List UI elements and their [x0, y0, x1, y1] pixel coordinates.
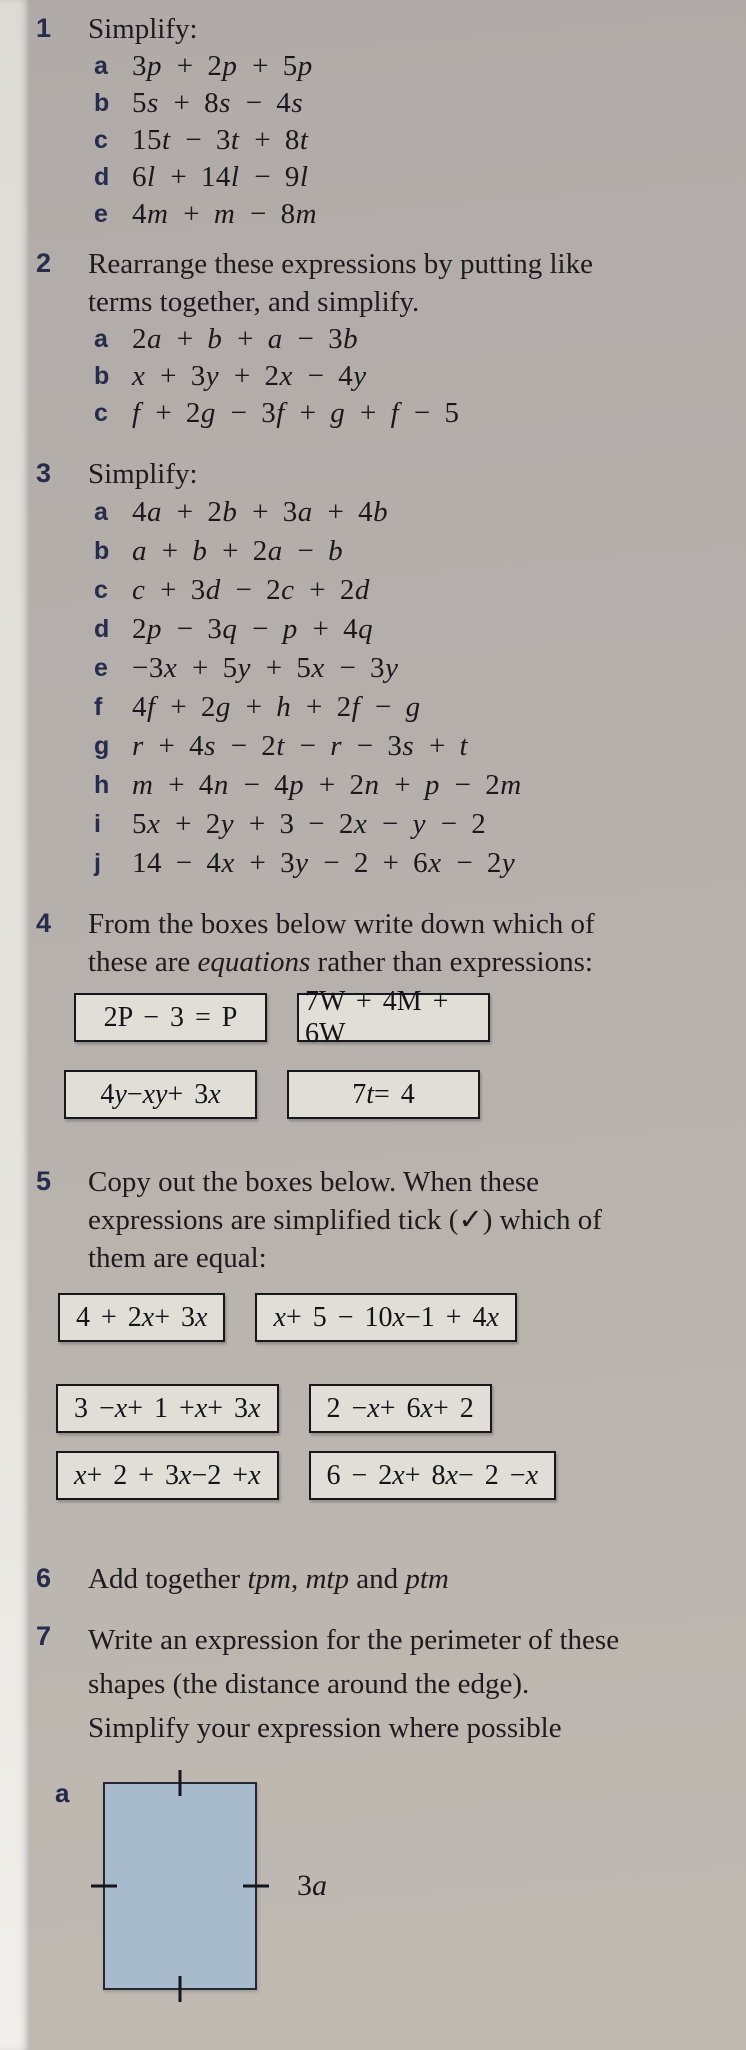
exercise-item-1a: [88, 48, 738, 85]
question-prompt-line: [88, 1662, 738, 1706]
item-expression: 4m + m − 8m: [132, 198, 318, 230]
exercise-item-3f: [88, 688, 738, 727]
question-prompt-line: [88, 1201, 738, 1239]
question-number: 4: [36, 908, 52, 938]
item-letter: e: [94, 200, 108, 228]
question-prompt-line: [88, 1706, 738, 1750]
item-expression: 2p − 3q − p + 4q: [132, 613, 374, 645]
prompt-segment: From the boxes below write down which of: [88, 908, 595, 940]
question-prompt-line: [88, 1560, 738, 1598]
square-shape: [103, 1782, 327, 1990]
question-prompt-line: [88, 455, 738, 493]
expression-box: 6 − 2 x + 8 x − 2 − x: [309, 1451, 557, 1500]
item-expression: x + 3y + 2x − 4y: [132, 360, 367, 392]
item-letter: h: [94, 771, 110, 799]
prompt-segment: these are: [88, 946, 198, 978]
box-row: [74, 985, 738, 1049]
item-letter: g: [94, 732, 110, 760]
item-letter: i: [94, 810, 101, 838]
exercise-item-1c: [88, 122, 738, 159]
prompt-segment: Add together: [88, 1563, 248, 1595]
exercise-item-3b: [88, 532, 738, 571]
item-expression: 5x + 2y + 3 − 2x − y − 2: [132, 808, 487, 840]
exercise-item-3a: [88, 493, 738, 532]
question-prompt-line: [88, 245, 738, 283]
question-prompt-line: [88, 905, 738, 943]
item-expression: 4a + 2b + 3a + 4b: [132, 496, 389, 528]
item-expression: a + b + 2a − b: [132, 535, 344, 567]
item-letter: b: [94, 89, 110, 117]
prompt-segment: ,: [290, 1563, 306, 1595]
exercise-item-2a: [88, 321, 738, 358]
expression-box: 7W + 4M + 6W: [297, 993, 490, 1042]
exercise-item-1b: [88, 85, 738, 122]
item-letter: c: [94, 126, 108, 154]
question-prompt-line: [88, 1618, 738, 1662]
prompt-segment: rather than expressions:: [310, 946, 593, 978]
item-letter: c: [94, 576, 108, 604]
item-letter: a: [94, 498, 108, 526]
top-tick-mark: [179, 1770, 182, 1796]
prompt-segment: expressions are simplified tick (✓) which of: [88, 1204, 602, 1236]
item-expression: 2a + b + a − 3b: [132, 323, 359, 355]
question-6: [36, 1560, 738, 1598]
prompt-segment: mtp: [305, 1563, 349, 1595]
item-expression: 3p + 2p + 5p: [132, 50, 313, 82]
exercise-item-3c: [88, 571, 738, 610]
exercise-item-2b: [88, 358, 738, 395]
expression-box: 7 t = 4: [287, 1070, 480, 1119]
item-expression: 5s + 8s − 4s: [132, 87, 304, 119]
item-letter: b: [94, 537, 110, 565]
question-prompt-line: [88, 943, 738, 981]
prompt-segment: Rearrange these expressions by putting like: [88, 248, 593, 280]
shape-item-label: a: [55, 1778, 70, 1808]
item-letter: d: [94, 615, 110, 643]
question-number: 5: [36, 1166, 52, 1196]
box-row: [58, 1293, 738, 1342]
question-1: [36, 10, 738, 233]
prompt-segment: Copy out the boxes below. When these: [88, 1166, 540, 1198]
question-3: [36, 455, 738, 883]
item-expression: 6l + 14l − 9l: [132, 161, 309, 193]
bottom-tick-mark: [179, 1976, 182, 2002]
question-number: 3: [36, 458, 52, 488]
question-number: 7: [36, 1621, 52, 1651]
box-row: [64, 1070, 738, 1119]
shape-figure-a: [55, 1776, 738, 1990]
expression-box: 4 y − xy + 3 x: [64, 1070, 257, 1119]
question-prompt-line: [88, 283, 738, 321]
item-expression: m + 4n − 4p + 2n + p − 2m: [132, 769, 522, 801]
left-tick-mark: [91, 1885, 117, 1888]
prompt-segment: and: [348, 1563, 406, 1595]
question-number: 6: [36, 1563, 52, 1593]
prompt-segment: them are equal:: [88, 1242, 267, 1274]
question-prompt-line: [88, 1239, 738, 1277]
question-2: [36, 245, 738, 432]
question-5: [36, 1163, 738, 1500]
box-row: [56, 1451, 738, 1500]
exercise-item-3g: [88, 727, 738, 766]
item-letter: a: [94, 52, 108, 80]
item-expression: 14 − 4x + 3y − 2 + 6x − 2y: [132, 847, 516, 879]
item-letter: j: [94, 849, 101, 877]
side-length-label: 3a: [297, 1869, 327, 1902]
item-letter: f: [94, 693, 103, 721]
item-expression: −3x + 5y + 5x − 3y: [132, 652, 399, 684]
prompt-segment: shapes (the distance around the edge).: [88, 1668, 530, 1700]
exercise-item-2c: [88, 395, 738, 432]
expression-box: 4 + 2 x + 3 x: [58, 1293, 225, 1342]
exercise-item-3h: [88, 766, 738, 805]
exercise-item-3d: [88, 610, 738, 649]
page-content: [30, 0, 746, 2050]
exercise-item-3e: [88, 649, 738, 688]
prompt-segment: Simplify:: [88, 13, 198, 45]
expression-box: 3 − x + 1 + x + 3 x: [56, 1384, 279, 1433]
prompt-segment: terms together, and simplify.: [88, 286, 420, 318]
expression-box: x + 5 − 10 x −1 + 4 x: [255, 1293, 517, 1342]
prompt-segment: Write an expression for the perimeter of these: [88, 1624, 620, 1656]
item-expression: c + 3d − 2c + 2d: [132, 574, 370, 606]
box-row: [56, 1384, 738, 1433]
exercise-item-3j: [88, 844, 738, 883]
expression-box: 2P − 3 = P: [74, 993, 267, 1042]
item-expression: r + 4s − 2t − r − 3s + t: [132, 730, 469, 762]
item-expression: 4f + 2g + h + 2f − g: [132, 691, 421, 723]
prompt-segment: Simplify:: [88, 458, 198, 490]
expression-box: x + 2 + 3 x −2 + x: [56, 1451, 279, 1500]
expression-box: 2 − x + 6 x + 2: [309, 1384, 492, 1433]
page-edge-strip: [0, 0, 30, 2050]
prompt-segment: Simplify your expression where possible: [88, 1712, 562, 1744]
prompt-segment: tpm: [247, 1563, 291, 1595]
right-tick-mark: [243, 1885, 269, 1888]
question-prompt-line: [88, 10, 738, 48]
question-number: 2: [36, 248, 52, 278]
question-prompt-line: [88, 1163, 738, 1201]
exercise-item-1e: [88, 196, 738, 233]
item-letter: c: [94, 399, 108, 427]
item-letter: b: [94, 362, 110, 390]
item-letter: e: [94, 654, 108, 682]
item-letter: a: [94, 325, 108, 353]
item-letter: d: [94, 163, 110, 191]
prompt-segment: equations: [197, 946, 311, 978]
item-expression: 15t − 3t + 8t: [132, 124, 309, 156]
exercise-item-1d: [88, 159, 738, 196]
exercise-item-3i: [88, 805, 738, 844]
question-number: 1: [36, 13, 52, 43]
question-4: [36, 905, 738, 1119]
prompt-segment: ptm: [405, 1563, 449, 1595]
item-expression: f + 2g − 3f + g + f − 5: [132, 397, 460, 429]
question-7: [36, 1618, 738, 1990]
